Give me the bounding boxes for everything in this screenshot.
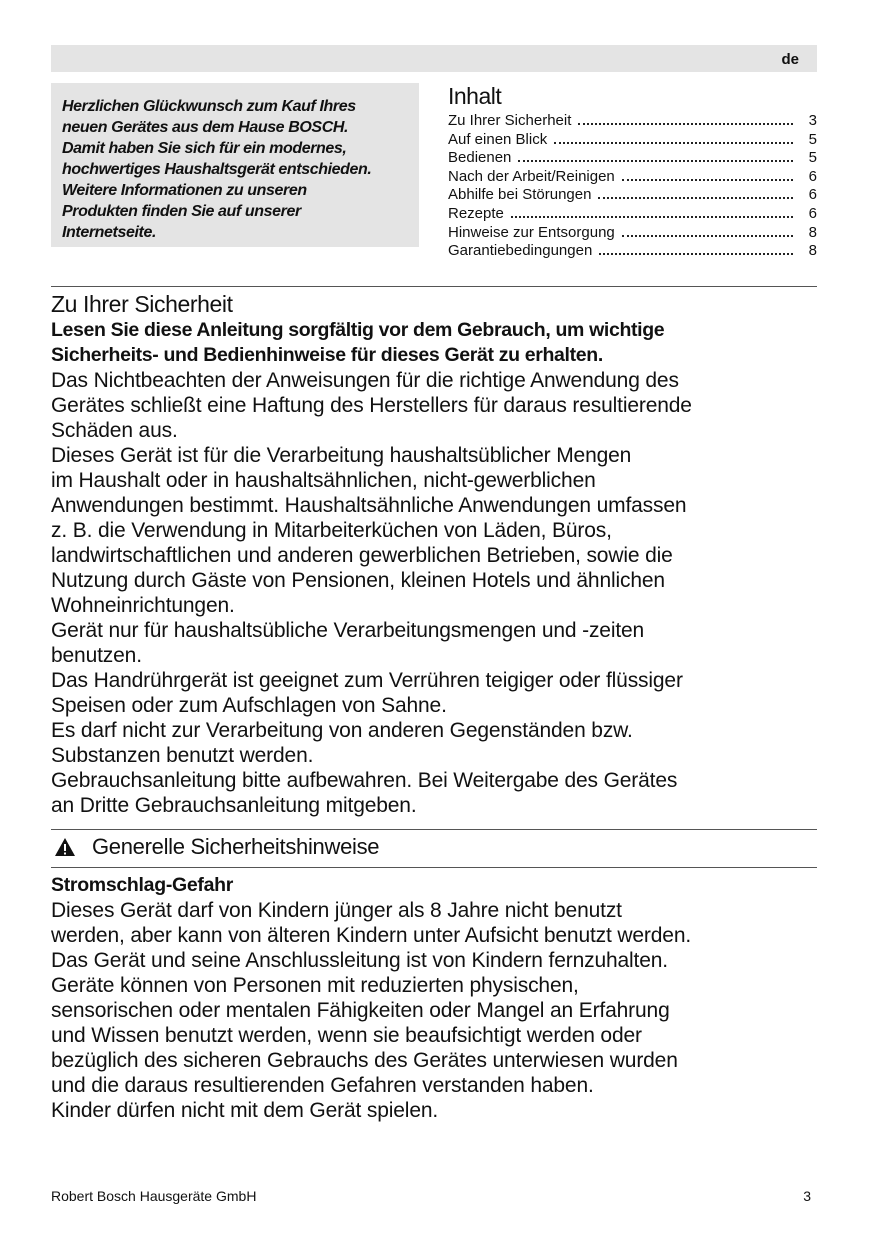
page-number: 3 — [803, 1188, 811, 1204]
body-line: und die daraus resultierenden Gefahren verstanden haben. — [51, 1074, 594, 1097]
toc-entry-label: Hinweise zur Entsorgung — [448, 223, 615, 241]
body-line: und Wissen benutzt werden, wenn sie beaufsichtigt werden oder — [51, 1024, 642, 1047]
toc-entry-page: 8 — [808, 223, 817, 241]
safety-lead — [51, 318, 821, 368]
body-line: an Dritte Gebrauchsanleitung mitgeben. — [51, 794, 417, 817]
lead-line: Lesen Sie diese Anleitung sorgfältig vor dem Gebrauch, um wichtige — [51, 319, 665, 341]
safety-body — [51, 368, 821, 818]
toc-entry[interactable] — [448, 242, 817, 261]
body-line: landwirtschaftlichen und anderen gewerblichen Betrieben, sowie die — [51, 544, 673, 567]
intro-line: Produkten finden Sie auf unserer — [62, 203, 301, 220]
toc-entry[interactable] — [448, 186, 817, 205]
body-line: sensorischen oder mentalen Fähigkeiten oder Mangel an Erfahrung — [51, 999, 670, 1022]
general-safety-section — [51, 873, 821, 1123]
toc-entry-page: 6 — [808, 204, 817, 222]
toc-title: Inhalt — [448, 83, 502, 109]
body-line: Das Handrührgerät ist geeignet zum Verrühren teigiger oder flüssiger — [51, 669, 683, 692]
intro-line: Weitere Informationen zu unseren — [62, 182, 307, 199]
section-divider — [51, 286, 817, 287]
section-divider — [51, 829, 817, 830]
body-line: Wohneinrichtungen. — [51, 594, 235, 617]
toc-leader — [598, 187, 793, 199]
general-safety-heading — [51, 833, 817, 861]
toc-entry-page: 6 — [808, 167, 817, 185]
toc-entry-label: Garantiebedingungen — [448, 242, 593, 260]
language-code: de — [781, 51, 799, 68]
language-bar — [51, 45, 817, 72]
body-line: Substanzen benutzt werden. — [51, 744, 314, 767]
general-body — [51, 898, 821, 1123]
section-title: Generelle Sicherheitshinweise — [92, 834, 380, 859]
subsection-title: Stromschlag-Gefahr — [51, 874, 234, 896]
safety-section — [51, 290, 821, 818]
toc-entry-page: 6 — [808, 186, 817, 204]
body-line: Kinder dürfen nicht mit dem Gerät spielen. — [51, 1099, 439, 1122]
footer-company: Robert Bosch Hausgeräte GmbH — [51, 1188, 257, 1204]
body-line: Speisen oder zum Aufschlagen von Sahne. — [51, 694, 447, 717]
body-line: Nutzung durch Gäste von Pensionen, kleinen Hotels und ähnlichen — [51, 569, 665, 592]
toc-entry-page: 5 — [808, 130, 817, 148]
table-of-contents — [448, 82, 817, 261]
toc-entry-label: Rezepte — [448, 204, 504, 222]
body-line: Es darf nicht zur Verarbeitung von anderen Gegenständen bzw. — [51, 719, 633, 742]
page-footer — [51, 1188, 817, 1204]
toc-leader — [578, 113, 793, 125]
body-line: Gerät nur für haushaltsübliche Verarbeitungsmengen und -zeiten — [51, 619, 645, 642]
section-divider — [51, 867, 817, 868]
toc-leader — [554, 132, 793, 144]
body-line: Das Gerät und seine Anschlussleitung ist von Kindern fernzuhalten. — [51, 949, 668, 972]
body-line: werden, aber kann von älteren Kindern unter Aufsicht benutzt werden. — [51, 924, 692, 947]
toc-leader — [599, 243, 793, 255]
body-line: Gerätes schließt eine Haftung des Herstellers für daraus resultierende — [51, 394, 692, 417]
toc-entry[interactable] — [448, 149, 817, 168]
lead-line: Sicherheits- und Bedienhinweise für dieses Gerät zu erhalten. — [51, 344, 603, 366]
warning-triangle-icon — [54, 837, 76, 857]
toc-entry-page: 8 — [808, 242, 817, 260]
toc-leader — [622, 169, 793, 181]
toc-entry-label: Auf einen Blick — [448, 130, 548, 148]
body-line: Das Nichtbeachten der Anweisungen für die richtige Anwendung des — [51, 369, 679, 392]
toc-entry-page: 5 — [808, 149, 817, 167]
toc-entry-label: Nach der Arbeit/Reinigen — [448, 167, 615, 185]
body-line: Geräte können von Personen mit reduzierten physischen, — [51, 974, 579, 997]
toc-entry-label: Abhilfe bei Störungen — [448, 186, 592, 204]
intro-line: hochwertiges Haushaltsgerät entschieden. — [62, 161, 372, 178]
body-line: Anwendungen bestimmt. Haushaltsähnliche Anwendungen umfassen — [51, 494, 687, 517]
toc-entry-label: Bedienen — [448, 149, 512, 167]
body-line: Gebrauchsanleitung bitte aufbewahren. Bei Weitergabe des Gerätes — [51, 769, 678, 792]
toc-leader — [511, 206, 793, 218]
body-line: im Haushalt oder in haushaltsähnlichen, nicht-gewerblichen — [51, 469, 596, 492]
intro-line: neuen Gerätes aus dem Hause BOSCH. — [62, 119, 349, 136]
toc-entry[interactable] — [448, 224, 817, 243]
intro-line: Damit haben Sie sich für ein modernes, — [62, 140, 347, 157]
section-title: Zu Ihrer Sicherheit — [51, 291, 233, 317]
intro-line: Herzlichen Glückwunsch zum Kauf Ihres — [62, 98, 356, 115]
toc-leader — [622, 225, 793, 237]
body-line: Dieses Gerät darf von Kindern jünger als 8 Jahre nicht benutzt — [51, 899, 622, 922]
toc-entry[interactable] — [448, 112, 817, 131]
toc-leader — [518, 150, 793, 162]
toc-entry-label: Zu Ihrer Sicherheit — [448, 112, 572, 129]
body-line: bezüglich des sicheren Gebrauchs des Gerätes unterwiesen wurden — [51, 1049, 678, 1072]
intro-box — [51, 83, 419, 247]
body-line: z. B. die Verwendung in Mitarbeiterküchen von Läden, Büros, — [51, 519, 612, 542]
toc-entry[interactable] — [448, 205, 817, 224]
body-line: benutzen. — [51, 644, 142, 667]
toc-entry[interactable] — [448, 168, 817, 187]
intro-line: Internetseite. — [62, 224, 156, 241]
toc-entry-page: 3 — [808, 112, 817, 129]
body-line: Dieses Gerät ist für die Verarbeitung haushaltsüblicher Mengen — [51, 444, 632, 467]
toc-entry[interactable] — [448, 131, 817, 150]
body-line: Schäden aus. — [51, 419, 178, 442]
